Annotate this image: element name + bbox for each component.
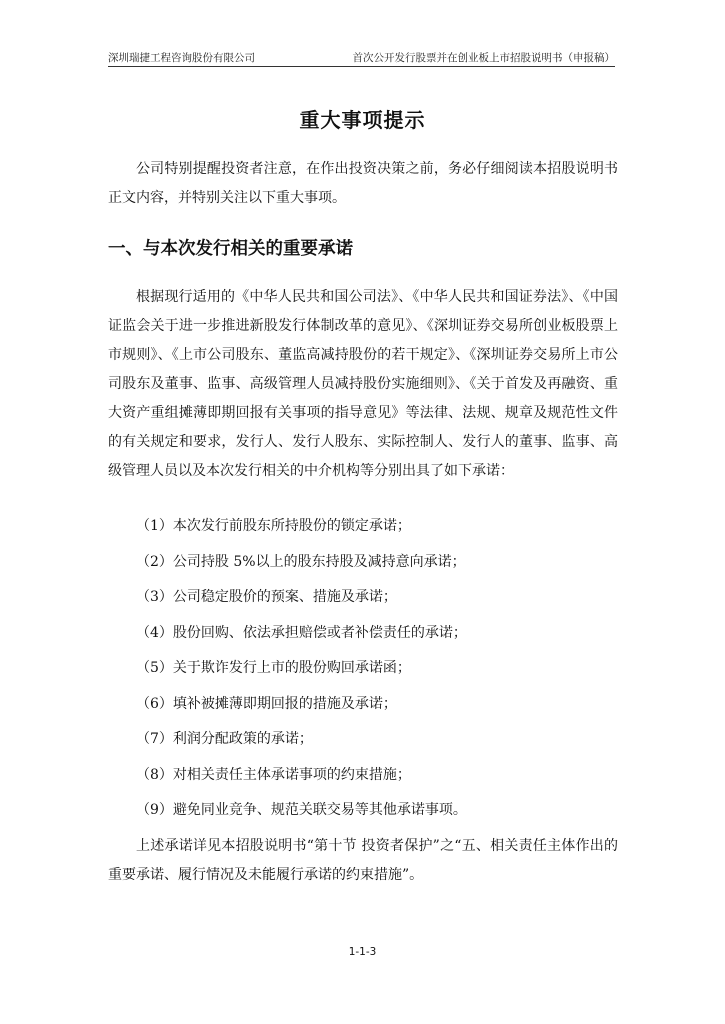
list-item: （8）对相关责任主体承诺事项的约束措施； — [136, 766, 411, 783]
header-document-title: 首次公开发行股票并在创业板上市招股说明书（申报稿） — [352, 52, 615, 64]
header-divider — [108, 66, 615, 67]
list-item: （4）股份回购、依法承担赔偿或者补偿责任的承诺； — [136, 624, 467, 641]
page-number: 1-1-3 — [348, 946, 377, 958]
closing-paragraph: 上述承诺详见本招股说明书“第十节 投资者保护”之“五、相关责任主体作出的重要承诺、履行情况及未能履行承诺的约束措施”。 — [108, 838, 618, 883]
list-item: （9）避免同业竞争、规范关联交易等其他承诺事项。 — [136, 802, 467, 818]
list-item: （3）公司稳定股价的预案、措施及承诺； — [136, 589, 397, 605]
header-company-name: 深圳瑞捷工程咨询股份有限公司 — [108, 52, 255, 64]
list-item: （1）本次发行前股东所持股份的锁定承诺； — [136, 518, 411, 534]
list-item: （5）关于欺诈发行上市的股份购回承诺函； — [136, 660, 411, 676]
running-header — [108, 50, 615, 64]
commitment-list — [108, 514, 618, 834]
section-heading: 一、与本次发行相关的重要承诺 — [108, 239, 353, 259]
list-item: （6）填补被摊薄即期回报的措施及承诺； — [136, 695, 397, 712]
intro-paragraph: 公司特别提醒投资者注意，在作出投资决策之前，务必仔细阅读本招股说明书正文内容，并特别关注以下重大事项。 — [108, 161, 618, 206]
page-title: 重大事项提示 — [299, 108, 426, 132]
list-item: （7）利润分配政策的承诺； — [136, 731, 313, 747]
list-item: （2）公司持股 5%以上的股东持股及减持意向承诺； — [136, 553, 466, 570]
section-body-paragraph: 根据现行适用的《中华人民共和国公司法》、《中华人民共和国证券法》、《中国证监会关于进一步推进新股发行体制改革的意见》、《深圳证券交易所创业板股票上市规则》、《上市公司股东、董监高减持股份的若干规定》、《深圳证券交易所上市公司股东及董事、监事、高级管理人员减持股份实施细则》、《关于首发及再融资、重大资产重组摊薄即期回报有关事项的指导意见》等法律、法规、规章及规范性文件的有关规定和要求，发行人、发行人股东、实际控制人、发行人的董事、监事、高级管理人员以及本次发行相关的中介机构等分别出具了如下承诺： — [108, 289, 618, 479]
